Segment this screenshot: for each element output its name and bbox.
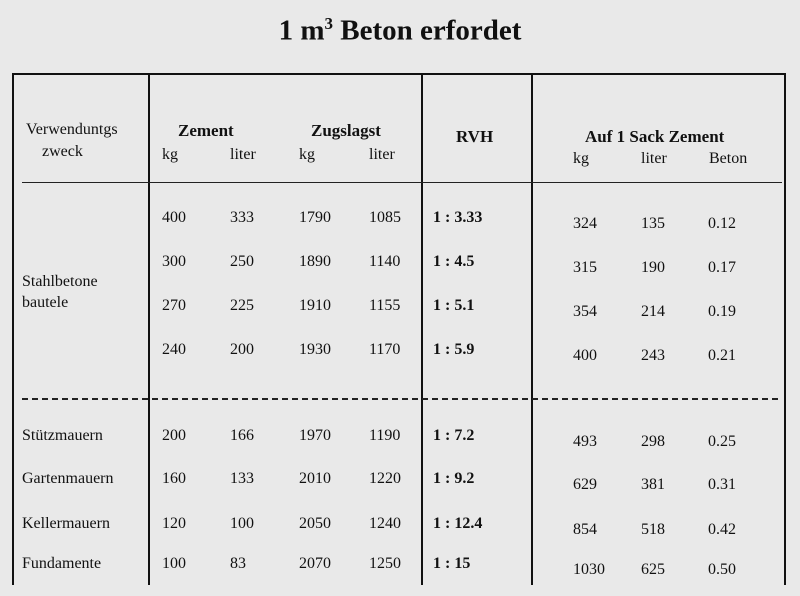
column-divider (531, 73, 533, 585)
cell-zement-liter: 250 (230, 253, 254, 270)
cell-zement-kg: 120 (162, 515, 186, 532)
cell-sack-liter: 135 (641, 215, 665, 232)
cell-zug-liter: 1170 (369, 341, 401, 358)
header-verwendung-1: Verwenduntgs (26, 121, 118, 138)
row-label: Fundamente (22, 555, 102, 572)
cell-zement-liter: 166 (230, 427, 254, 444)
cell-sack-kg: 315 (573, 259, 597, 276)
cell-zug-liter: 1085 (369, 209, 401, 226)
group-label-2: bautele (22, 294, 69, 311)
cell-sack-liter: 243 (641, 347, 665, 364)
header-liter: liter (230, 146, 256, 163)
cell-zug-kg: 1790 (299, 209, 331, 226)
column-divider (148, 73, 150, 585)
cell-zug-kg: 2050 (299, 515, 331, 532)
cell-sack-beton: 0.21 (708, 347, 736, 364)
header-zugslagst: Zugslagst (311, 121, 381, 140)
cell-zement-liter: 100 (230, 515, 254, 532)
cell-sack-kg: 354 (573, 303, 597, 320)
cell-rvh: 1 : 7.2 (433, 427, 475, 444)
cell-sack-liter: 518 (641, 521, 665, 538)
header-kg: kg (299, 146, 315, 163)
header-liter: liter (641, 150, 667, 167)
cell-zug-kg: 2070 (299, 555, 331, 572)
cell-zement-liter: 83 (230, 555, 246, 572)
cell-sack-beton: 0.25 (708, 433, 736, 450)
cell-zement-kg: 100 (162, 555, 186, 572)
row-label: Stützmauern (22, 427, 103, 444)
cell-sack-liter: 625 (641, 561, 665, 578)
cell-zug-kg: 1890 (299, 253, 331, 270)
cell-sack-kg: 854 (573, 521, 597, 538)
cell-zement-liter: 200 (230, 341, 254, 358)
cell-zug-liter: 1220 (369, 470, 401, 487)
header-zement: Zement (178, 121, 234, 140)
cell-zement-liter: 333 (230, 209, 254, 226)
header-beton: Beton (709, 150, 748, 167)
column-divider (421, 73, 423, 585)
cell-zement-kg: 160 (162, 470, 186, 487)
row-label: Gartenmauern (22, 470, 114, 487)
cell-rvh: 1 : 5.1 (433, 297, 475, 314)
cell-sack-beton: 0.17 (708, 259, 736, 276)
cell-zug-liter: 1240 (369, 515, 401, 532)
cell-zug-kg: 1970 (299, 427, 331, 444)
header-kg: kg (162, 146, 178, 163)
header-kg: kg (573, 150, 589, 167)
cell-sack-liter: 298 (641, 433, 665, 450)
cell-zement-kg: 400 (162, 209, 186, 226)
cell-zug-kg: 2010 (299, 470, 331, 487)
cell-sack-beton: 0.31 (708, 476, 736, 493)
cell-zement-kg: 300 (162, 253, 186, 270)
cell-zug-kg: 1930 (299, 341, 331, 358)
header-rule (22, 182, 782, 183)
cell-sack-liter: 190 (641, 259, 665, 276)
header-liter: liter (369, 146, 395, 163)
row-label: Kellermauern (22, 515, 110, 532)
cell-sack-beton: 0.19 (708, 303, 736, 320)
cell-rvh: 1 : 12.4 (433, 515, 483, 532)
group-label-1: Stahlbetone (22, 273, 98, 290)
cell-rvh: 1 : 5.9 (433, 341, 475, 358)
cell-sack-beton: 0.12 (708, 215, 736, 232)
header-rvh: RVH (456, 127, 494, 146)
cell-rvh: 1 : 15 (433, 555, 471, 572)
cell-sack-liter: 214 (641, 303, 665, 320)
cell-zement-kg: 270 (162, 297, 186, 314)
cell-sack-kg: 324 (573, 215, 597, 232)
page-title: 1 $m^3$ Beton erfordet (278, 14, 522, 47)
cell-zug-liter: 1140 (369, 253, 401, 270)
cell-sack-beton: 0.50 (708, 561, 736, 578)
group-separator (22, 398, 778, 400)
cell-zement-liter: 225 (230, 297, 254, 314)
cell-sack-liter: 381 (641, 476, 665, 493)
cell-zement-liter: 133 (230, 470, 254, 487)
header-verwendung-2: zweck (42, 143, 83, 160)
cell-sack-beton: 0.42 (708, 521, 736, 538)
table-frame (12, 73, 786, 585)
cell-zement-kg: 200 (162, 427, 186, 444)
cell-rvh: 1 : 3.33 (433, 209, 483, 226)
header-sack: Auf 1 Sack Zement (585, 127, 725, 146)
cell-rvh: 1 : 9.2 (433, 470, 475, 487)
cell-sack-kg: 1030 (573, 561, 605, 578)
cell-sack-kg: 493 (573, 433, 597, 450)
cell-zement-kg: 240 (162, 341, 186, 358)
cell-rvh: 1 : 4.5 (433, 253, 475, 270)
cell-zug-liter: 1250 (369, 555, 401, 572)
cell-zug-kg: 1910 (299, 297, 331, 314)
cell-zug-liter: 1155 (369, 297, 401, 314)
cell-sack-kg: 400 (573, 347, 597, 364)
cell-zug-liter: 1190 (369, 427, 401, 444)
cell-sack-kg: 629 (573, 476, 597, 493)
